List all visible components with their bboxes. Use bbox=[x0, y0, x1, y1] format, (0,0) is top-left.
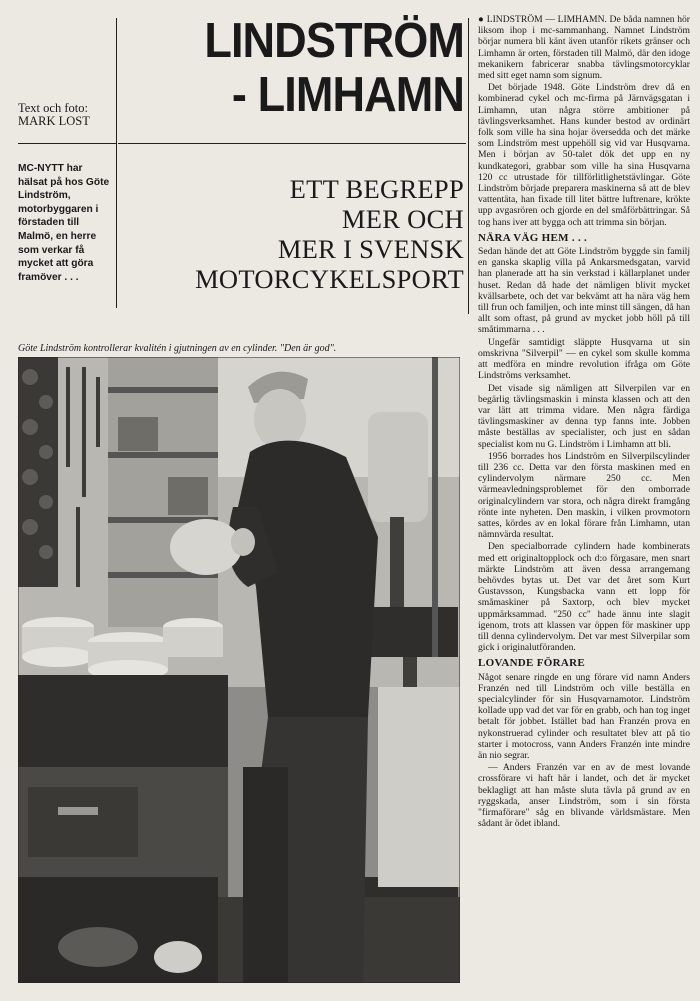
article-paragraph: Den specialborrade cylindern hade kombinerats med ett originaltopplock och d:o förgasare, men snart märkte Lindström att även dessa arrangemang behövdes bytas ut. Det var det året som Kurt Gustavsson, Kungsbacka vann ett lopp för småmaskiner på Saxtorp, och blev mycket uppmärksammad. "250 cc" hade ännu inte slagit igenom, trots att klassen var öppen för maskiner upp till denna cylindervolym. Det var mest Silverpilar som gick i originalutföranden. bbox=[478, 541, 690, 654]
credit-author: MARK LOST bbox=[18, 114, 90, 128]
article-paragraph: Det började 1948. Göte Lindström drev då en kombinerad cykel och mc-firma på Järnvägsgatan i Limhamn, utan några större ambitioner på tävlingsverksamhet. Hans kunder bestod av ordinärt folk som ville ha sina hojar översedda och det märke som Lindström mest uppehöll sig vid var Husqvarna. Men i början av 50-talet dök det upp en ny kundkategori, grabbar som ville ha sina Husqvarna 120 cc utrustade för tillförlitlighetstävlingar. Göte Lindström började preparera maskinerna så att de blev vattentäta, han fixade till litet bättre luftrenare, krökte upp avgasrören och gjorde en del småförbättringar. Så tog hans iver att bygga och att trimma sin början. bbox=[478, 82, 690, 228]
intro-blurb: MC-NYTT har hälsat på hos Göte Lindström, motorbyggaren i förstaden till Malmö, en herre som verkar få mycket att göra framöver . . . bbox=[18, 163, 110, 283]
section-heading: NÄRA VÄG HEM . . . bbox=[478, 231, 588, 244]
article-body bbox=[478, 14, 690, 830]
article-paragraph: Det visade sig nämligen att Silverpilen var en begärlig tävlingsmaskin i minsta klassen och att den var lätt att trimma vidare. Men några färdiga tävlingsmaskiner av denna typ fanns inte. Jobben måste beställas av specialister, och just en sådan specialist kom nu G. Lindström i Limhamn att bli. bbox=[478, 382, 690, 450]
workshop-photo bbox=[18, 357, 460, 983]
subtitle-line-1: ETT BEGREPP bbox=[289, 174, 464, 204]
title-line-2: - LIMHAMN bbox=[231, 68, 464, 122]
subtitle bbox=[126, 174, 464, 294]
article-paragraph: 1956 borrades hos Lindström en Silverpilscylinder till 236 cc. Detta var den första maskinen med en cylindervolym närmare 250 cc. Men värmeavledningsproblemet för den omborrade originalcylindern var stora, och några direkt framgång rönte inte nyheten. Den maskin, i vilken provmotorn sattes, kördes av en lokal förare från Limhamn, utan nämnvärda resultat. bbox=[478, 450, 690, 541]
subtitle-line-4: MOTORCYKELSPORT bbox=[195, 264, 464, 294]
subtitle-line-2: MER OCH bbox=[341, 204, 464, 234]
column-divider bbox=[468, 18, 469, 314]
article-paragraph: Ungefär samtidigt släppte Husqvarna ut sin omskrivna "Silverpil" — en cykel som skulle komma att medföra en mindre revolution ifråga om Göte Lindströms verksamhet. bbox=[478, 336, 690, 382]
header-divider-top bbox=[118, 143, 466, 144]
photo-credit bbox=[18, 102, 118, 128]
subtitle-line-3: MER I SVENSK bbox=[277, 234, 464, 264]
title-line-1: LINDSTRÖM bbox=[204, 14, 464, 68]
article-lead: ● LINDSTRÖM — LIMHAMN. De båda namnen hör liksom ihop i mc-sammanhang. Namnet Lindström börjar numera bli känt även utanför rikets gränser och Limhamn är orten, förstaden till Malmö, där den idoge mekanikern fabricerar snabba tävlingsmotorcyklar med sitt eget namn som signum. bbox=[478, 14, 690, 82]
article-paragraph: — Anders Franzén var en av de mest lovande crossförare vi haft här i landet, och det är mycket beklagligt att han måste sluta tävla på grund av en ryggskada, anser Lindström, som i sin första "firmaförare" såg en blivande världsmästare. Men sådant är ödet ibland. bbox=[478, 762, 690, 830]
article-paragraph: Sedan hände det att Göte Lindström byggde sin familj en ganska skaplig villa på Ankarsmedsgatan, varvid han planerade att ha sin verkstad i källarplanet under huset. Redan då hade det nämligen blivit mycket kvällsarbete, och det var bekvämt att ha nära väg hem till frun och familjen, och inte minst till sängen, då han allt som oftast, på grund av mycket jobb höll på till småtimmarna . . . bbox=[478, 246, 690, 336]
photo-caption: Göte Lindström kontrollerar kvalitén i gjutningen av en cylinder. "Den är god". bbox=[18, 343, 337, 354]
header-divider-left bbox=[18, 143, 116, 144]
credit-label: Text och foto: bbox=[18, 101, 88, 115]
section-heading: LOVANDE FÖRARE bbox=[478, 657, 585, 670]
page-title bbox=[201, 14, 464, 122]
header-divider-vertical bbox=[116, 18, 117, 308]
article-paragraph: Något senare ringde en ung förare vid namn Anders Franzén ned till Lindström och ville beställa en specialcylinder för sin Husqvarnamotor. Lindström kollade upp vad det var för en grabb, och han tog inget betalt för jobbet. Istället bad han Franzén prova en nykonstruerad cylinder och resultatet blev att på tio starter i motocross, vann Anders Franzén inte mindre än nio segrar. bbox=[478, 671, 690, 761]
